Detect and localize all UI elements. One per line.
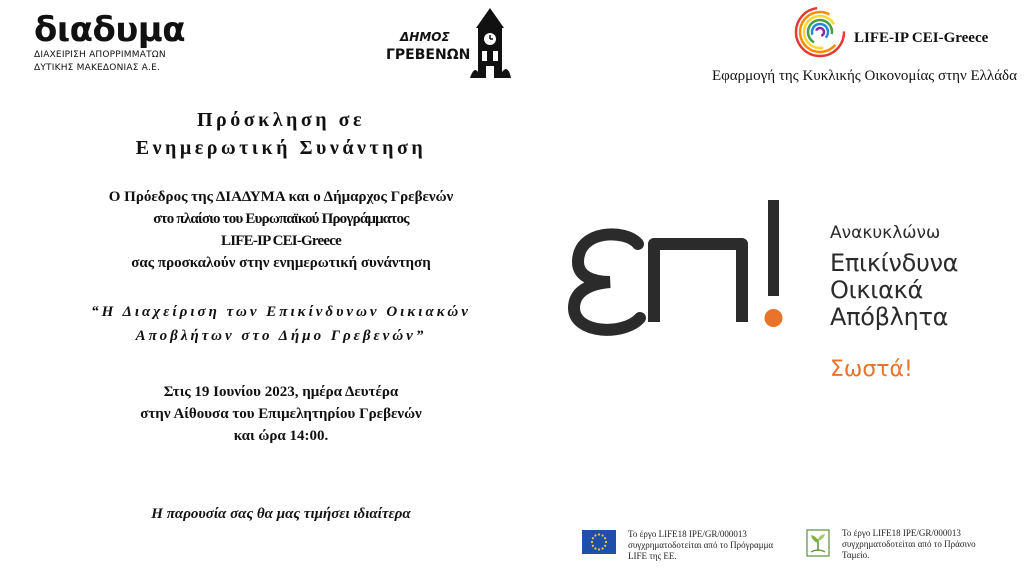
life-ip-tagline: Εφαρμογή της Κυκλικής Οικονομίας στην Ελλάδα: [711, 68, 1017, 84]
green-fund-logo-icon: [806, 529, 830, 557]
eu-funding-note: [628, 529, 808, 562]
intro-line-1: Ο Πρόεδρος της ΔΙΑΔΥΜΑ και ο Δήμαρχος Γρεβενών: [108, 189, 454, 205]
diadyma-logo-subtitle-2: ΔΥΤΙΚΗΣ ΜΑΚΕΔΟΝΙΑΣ Α.Ε.: [34, 63, 161, 73]
life-ip-logo: [792, 4, 989, 65]
grevena-municipality-logo: [386, 6, 516, 82]
event-venue: στην Αίθουσα του Επιμελητηρίου Γρεβενών: [140, 406, 422, 422]
eu-funding-line-3: LIFE της ΕΕ.: [628, 551, 677, 561]
clock-tower-icon: [468, 6, 512, 80]
meeting-topic-line-2: Αποβλήτων στο Δήμο Γρεβενών”: [135, 328, 427, 344]
closing-line: Η παρουσία σας θα μας τιμήσει ιδιαίτερα: [151, 506, 411, 522]
green-fund-line-2: συγχρηματοδοτείται από το Πράσινο: [842, 539, 976, 549]
invitation-title-line-2: Ενημερωτική Συνάντηση: [135, 137, 427, 159]
event-details: [0, 381, 562, 447]
campaign-accent: Σωστά!: [830, 357, 913, 382]
eu-funding-line-2: συγχρηματοδοτείται από το Πρόγραμμα: [628, 540, 774, 550]
invitation-title: [0, 106, 562, 162]
eu-funding-line-1: Το έργο LIFE18 IPE/GR/000013: [628, 529, 747, 539]
invitation-intro: [0, 186, 562, 274]
circular-rainbow-icon: [792, 4, 848, 60]
green-fund-line-1: Το έργο LIFE18 IPE/GR/000013: [842, 528, 961, 538]
invitation-title-line-1: Πρόσκληση σε: [196, 109, 366, 131]
green-fund-line-3: Ταμείο.: [842, 550, 870, 560]
meeting-topic: [0, 300, 562, 348]
green-fund-note: [842, 528, 1018, 561]
campaign-line-1: Επικίνδυνα: [830, 249, 959, 277]
life-ip-logo-name: LIFE-IP CEI-Greece: [854, 30, 989, 46]
meeting-topic-line-1: “Η Διαχείριση των Επικίνδυνων Οικιακών: [91, 304, 471, 320]
intro-line-3: LIFE-IP CEI-Greece: [221, 233, 341, 249]
intro-line-4: σας προσκαλούν στην ενημερωτική συνάντηση: [131, 255, 431, 271]
diadyma-logo-subtitle-1: ΔΙΑΧΕΙΡΙΣΗ ΑΠΟΡΡΙΜΜΑΤΩΝ: [34, 50, 166, 60]
intro-line-2: στο πλαίσιο του Ευρωπαϊκού Προγράμματος: [153, 211, 409, 227]
campaign-line-2: Οικιακά: [830, 276, 923, 304]
campaign-line-3: Απόβλητα: [830, 303, 949, 331]
campaign-line-small: Ανακυκλώνω: [830, 223, 941, 243]
grevena-logo-bottom: ΓΡΕΒΕΝΩΝ: [386, 47, 471, 63]
diadyma-logo: [34, 12, 185, 74]
event-time: και ώρα 14:00.: [233, 428, 329, 444]
event-date: Στις 19 Ιουνίου 2023, ημέρα Δευτέρα: [163, 384, 399, 400]
diadyma-logo-word: διαδυμα: [34, 10, 186, 50]
eu-flag-icon: [582, 530, 616, 554]
grevena-logo-top: ΔΗΜΟΣ: [400, 30, 450, 44]
campaign-mark-ep: [566, 194, 796, 344]
campaign-text: [830, 222, 958, 382]
